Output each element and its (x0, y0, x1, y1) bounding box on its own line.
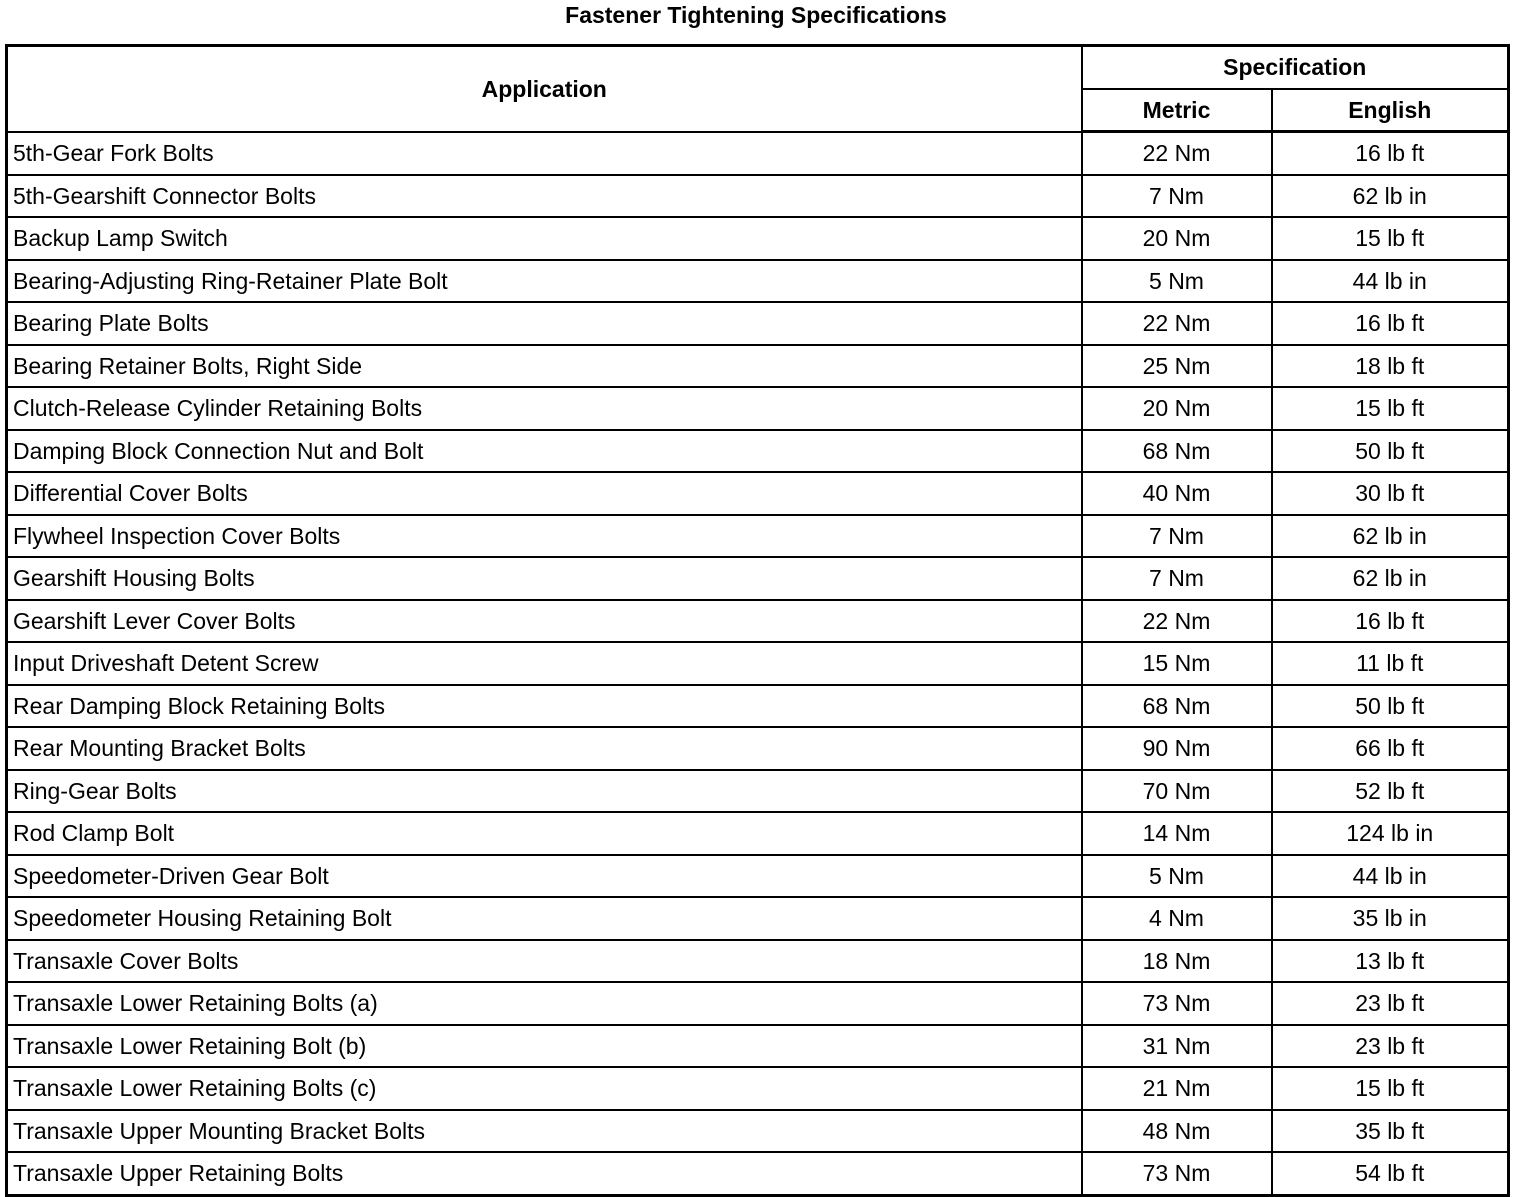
application-cell: Gearshift Lever Cover Bolts (7, 600, 1082, 643)
application-cell: Rear Mounting Bracket Bolts (7, 727, 1082, 770)
table-row (7, 940, 1509, 983)
english-value-cell: 52 lb ft (1272, 770, 1509, 813)
metric-value-cell: 5 Nm (1082, 260, 1272, 303)
table-row (7, 132, 1509, 175)
table-row (7, 387, 1509, 430)
table-row (7, 557, 1509, 600)
application-cell: Bearing Retainer Bolts, Right Side (7, 345, 1082, 388)
application-cell: Gearshift Housing Bolts (7, 557, 1082, 600)
table-row (7, 302, 1509, 345)
english-value-cell: 23 lb ft (1272, 1025, 1509, 1068)
table-row (7, 812, 1509, 855)
metric-value-cell: 90 Nm (1082, 727, 1272, 770)
application-cell: Transaxle Lower Retaining Bolts (a) (7, 982, 1082, 1025)
metric-value-cell: 25 Nm (1082, 345, 1272, 388)
metric-value-cell: 18 Nm (1082, 940, 1272, 983)
english-value-cell: 54 lb ft (1272, 1152, 1509, 1195)
metric-value-cell: 68 Nm (1082, 430, 1272, 473)
specification-column-header: Specification (1082, 46, 1509, 89)
english-value-cell: 35 lb ft (1272, 1110, 1509, 1153)
table-row (7, 345, 1509, 388)
metric-value-cell: 48 Nm (1082, 1110, 1272, 1153)
english-value-cell: 18 lb ft (1272, 345, 1509, 388)
header-row-top (7, 46, 1509, 89)
metric-value-cell: 40 Nm (1082, 472, 1272, 515)
metric-value-cell: 22 Nm (1082, 302, 1272, 345)
english-value-cell: 62 lb in (1272, 175, 1509, 218)
english-value-cell: 30 lb ft (1272, 472, 1509, 515)
english-value-cell: 15 lb ft (1272, 1067, 1509, 1110)
application-cell: Transaxle Upper Mounting Bracket Bolts (7, 1110, 1082, 1153)
metric-value-cell: 73 Nm (1082, 982, 1272, 1025)
application-cell: Input Driveshaft Detent Screw (7, 642, 1082, 685)
application-cell: Transaxle Lower Retaining Bolt (b) (7, 1025, 1082, 1068)
page-title: Fastener Tightening Specifications (565, 2, 947, 28)
table-row (7, 642, 1509, 685)
metric-value-cell: 22 Nm (1082, 132, 1272, 175)
english-value-cell: 15 lb ft (1272, 217, 1509, 260)
english-value-cell: 50 lb ft (1272, 685, 1509, 728)
table-row (7, 217, 1509, 260)
english-value-cell: 44 lb in (1272, 260, 1509, 303)
table-row (7, 982, 1509, 1025)
table-row (7, 430, 1509, 473)
table-row (7, 897, 1509, 940)
application-cell: Rod Clamp Bolt (7, 812, 1082, 855)
table-row (7, 727, 1509, 770)
table-body (7, 132, 1509, 1196)
table-row (7, 472, 1509, 515)
application-cell: Bearing Plate Bolts (7, 302, 1082, 345)
table-header (7, 46, 1509, 132)
application-cell: Speedometer-Driven Gear Bolt (7, 855, 1082, 898)
english-value-cell: 124 lb in (1272, 812, 1509, 855)
table-row (7, 1025, 1509, 1068)
english-value-cell: 16 lb ft (1272, 600, 1509, 643)
table-row (7, 515, 1509, 558)
table-row (7, 685, 1509, 728)
application-cell: Damping Block Connection Nut and Bolt (7, 430, 1082, 473)
table-row (7, 1110, 1509, 1153)
metric-value-cell: 20 Nm (1082, 387, 1272, 430)
english-value-cell: 11 lb ft (1272, 642, 1509, 685)
english-column-header: English (1272, 89, 1509, 132)
table-row (7, 1067, 1509, 1110)
application-cell: Backup Lamp Switch (7, 217, 1082, 260)
metric-value-cell: 7 Nm (1082, 557, 1272, 600)
metric-value-cell: 14 Nm (1082, 812, 1272, 855)
metric-value-cell: 4 Nm (1082, 897, 1272, 940)
application-cell: Clutch-Release Cylinder Retaining Bolts (7, 387, 1082, 430)
application-cell: Flywheel Inspection Cover Bolts (7, 515, 1082, 558)
english-value-cell: 15 lb ft (1272, 387, 1509, 430)
english-value-cell: 35 lb in (1272, 897, 1509, 940)
table-row (7, 770, 1509, 813)
metric-value-cell: 73 Nm (1082, 1152, 1272, 1195)
metric-value-cell: 31 Nm (1082, 1025, 1272, 1068)
application-cell: Transaxle Cover Bolts (7, 940, 1082, 983)
application-cell: Ring-Gear Bolts (7, 770, 1082, 813)
english-value-cell: 44 lb in (1272, 855, 1509, 898)
application-cell: Transaxle Upper Retaining Bolts (7, 1152, 1082, 1195)
table-row (7, 175, 1509, 218)
application-cell: Transaxle Lower Retaining Bolts (c) (7, 1067, 1082, 1110)
application-column-header: Application (7, 46, 1082, 132)
table-row (7, 600, 1509, 643)
metric-value-cell: 70 Nm (1082, 770, 1272, 813)
english-value-cell: 62 lb in (1272, 515, 1509, 558)
metric-value-cell: 21 Nm (1082, 1067, 1272, 1110)
english-value-cell: 50 lb ft (1272, 430, 1509, 473)
metric-value-cell: 5 Nm (1082, 855, 1272, 898)
application-cell: Speedometer Housing Retaining Bolt (7, 897, 1082, 940)
specifications-table (5, 44, 1510, 1197)
table-row (7, 260, 1509, 303)
table-row (7, 1152, 1509, 1195)
english-value-cell: 13 lb ft (1272, 940, 1509, 983)
english-value-cell: 16 lb ft (1272, 132, 1509, 175)
english-value-cell: 23 lb ft (1272, 982, 1509, 1025)
metric-value-cell: 7 Nm (1082, 515, 1272, 558)
application-cell: 5th-Gear Fork Bolts (7, 132, 1082, 175)
metric-value-cell: 22 Nm (1082, 600, 1272, 643)
table-row (7, 855, 1509, 898)
metric-value-cell: 15 Nm (1082, 642, 1272, 685)
metric-value-cell: 20 Nm (1082, 217, 1272, 260)
application-cell: Rear Damping Block Retaining Bolts (7, 685, 1082, 728)
application-cell: Differential Cover Bolts (7, 472, 1082, 515)
english-value-cell: 62 lb in (1272, 557, 1509, 600)
english-value-cell: 16 lb ft (1272, 302, 1509, 345)
application-cell: 5th-Gearshift Connector Bolts (7, 175, 1082, 218)
english-value-cell: 66 lb ft (1272, 727, 1509, 770)
metric-value-cell: 68 Nm (1082, 685, 1272, 728)
metric-value-cell: 7 Nm (1082, 175, 1272, 218)
metric-column-header: Metric (1082, 89, 1272, 132)
application-cell: Bearing-Adjusting Ring-Retainer Plate Bolt (7, 260, 1082, 303)
